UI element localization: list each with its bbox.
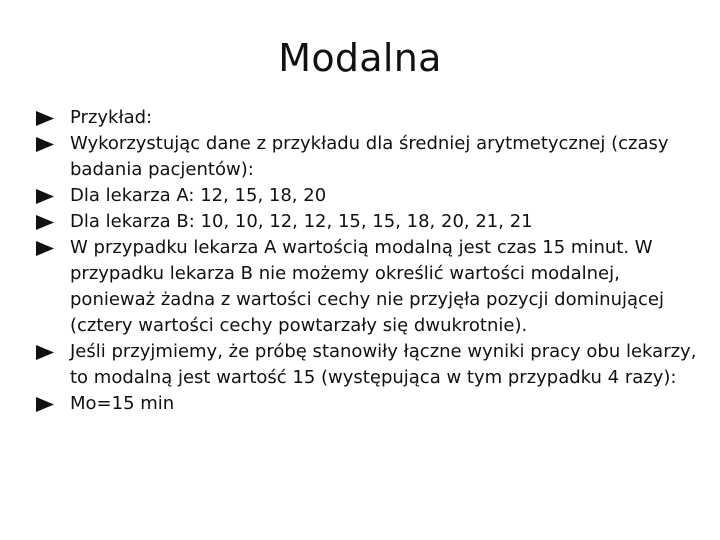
right-pointing-triangle-icon bbox=[36, 235, 70, 261]
bullet-text: Dla lekarza A: 12, 15, 18, 20 bbox=[70, 185, 327, 206]
right-pointing-triangle-icon bbox=[36, 131, 70, 157]
bullet-text: Przykład: bbox=[70, 107, 153, 128]
bullet-item-data-source bbox=[36, 131, 700, 183]
bullet-text: Dla lekarza B: 10, 10, 12, 12, 15, 15, 18, 20, 21, 21 bbox=[70, 211, 533, 232]
bullet-item-mode-explanation bbox=[36, 235, 700, 339]
bullet-list bbox=[36, 105, 700, 417]
right-pointing-triangle-icon bbox=[36, 105, 70, 131]
right-pointing-triangle-icon bbox=[36, 183, 70, 209]
bullet-item-combined-results bbox=[36, 339, 700, 391]
bullet-text: W przypadku lekarza A wartością modalną jest czas 15 minut. W przypadku lekarza B nie możemy określić wartości modalnej, ponieważ żadna z wartości cechy nie przyjęła pozycji dominującej (cztery wartości cechy powtarzały się dwukrotnie). bbox=[70, 237, 664, 336]
slide-title: Modalna bbox=[278, 36, 442, 80]
right-pointing-triangle-icon bbox=[36, 391, 70, 417]
right-pointing-triangle-icon bbox=[36, 339, 70, 365]
bullet-item-example bbox=[36, 105, 700, 131]
bullet-item-doctor-b bbox=[36, 209, 700, 235]
right-pointing-triangle-icon bbox=[36, 209, 70, 235]
bullet-text: Wykorzystując dane z przykładu dla średniej arytmetycznej (czasy badania pacjentów): bbox=[70, 133, 669, 180]
bullet-text: Mo=15 min bbox=[70, 393, 175, 414]
bullet-text: Jeśli przyjmiemy, że próbę stanowiły łączne wyniki pracy obu lekarzy, to modalną jest wartość 15 (występująca w tym przypadku 4 razy): bbox=[70, 341, 697, 388]
bullet-item-doctor-a bbox=[36, 183, 700, 209]
bullet-item-mode-result bbox=[36, 391, 700, 417]
